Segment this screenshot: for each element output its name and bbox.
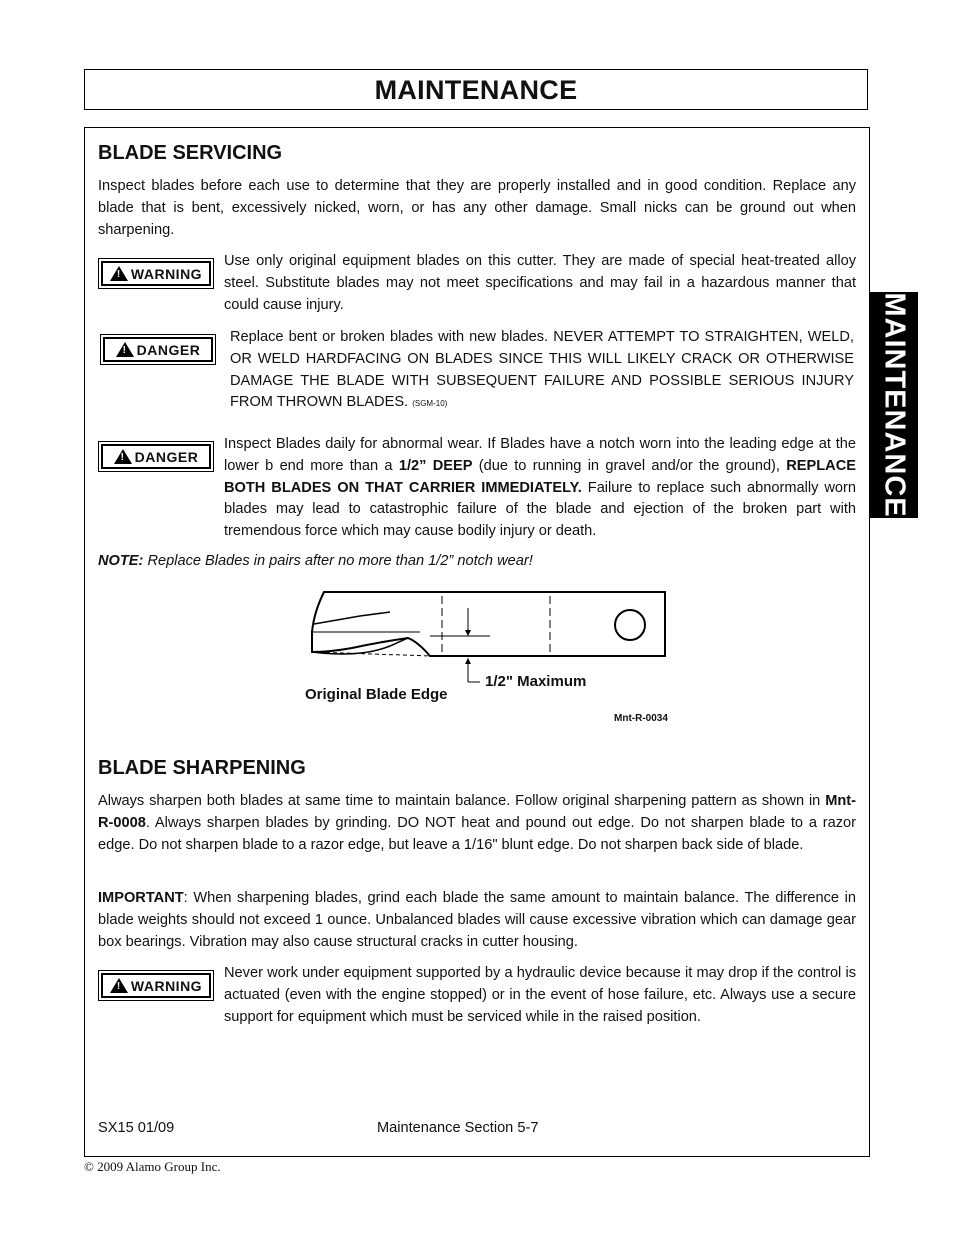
danger-text-2-c: (due to running in gravel and/or the ground),	[472, 457, 787, 474]
note-text: Replace Blades in pairs after no more than 1/2” notch wear!	[143, 553, 533, 569]
danger-text-2-d: REPLACE BOTH BLADES ON THAT CARRIER IMMEDIATELY.	[224, 457, 856, 496]
side-tab-label: MAINTENANCE	[878, 292, 911, 518]
important-label: IMPORTANT	[98, 890, 184, 906]
warning-triangle-icon: !	[110, 266, 128, 281]
diagram-label-edge: Original Blade Edge	[305, 686, 448, 703]
sharpening-p1-ref: Mnt-R-0008	[98, 793, 856, 831]
warning-triangle-icon: !	[110, 978, 128, 993]
danger-text-2-a: Inspect Blades daily for abnormal wear. If Blades have a notch worn into the leading edge at the lower b end more than a	[224, 436, 856, 474]
danger-text-2	[224, 434, 856, 543]
note-label: NOTE:	[98, 553, 144, 569]
page-header	[84, 69, 868, 110]
servicing-intro: Inspect blades before each use to determine that they are properly installed and in good condition. Replace any blade that is bent, excessively nicked, worn, or has any other damage. Small nicks can be ground out when sharpening.	[98, 178, 856, 238]
diagram-label-max: 1/2" Maximum	[485, 673, 587, 690]
danger-sign-2	[98, 441, 214, 472]
footer-section: Maintenance Section 5-7	[377, 1120, 539, 1136]
danger-text-2-b: 1/2” DEEP	[398, 457, 473, 474]
danger-triangle-icon: !	[116, 342, 134, 357]
danger-text-1	[230, 327, 854, 415]
sharpening-paragraph-1	[98, 791, 856, 856]
footer-model: SX15 01/09	[98, 1120, 175, 1136]
danger-sign	[100, 334, 216, 365]
warning-text-2: Never work under equipment supported by a hydraulic device because it may drop if the control is actuated (even with the engine stopped) or in the event of hose failure, etc. Always use a secure support for equipment which must be serviced while in the raised position.	[224, 965, 856, 1025]
warning-sign-2	[98, 970, 214, 1001]
note	[98, 553, 533, 569]
danger-text-2-e: Failure to replace such abnormally worn blades may lead to catastrophic failure of the blade and ejection of the broken part with tremendous force which may cause bodily injury or death.	[224, 479, 856, 540]
section-title-blade-servicing: BLADE SERVICING	[98, 142, 283, 164]
sharpening-p1-c: . Always sharpen blades by grinding. DO NOT heat and pound out edge. Do not sharpen blade to a razor edge. Do not sharpen blade to a razor edge, but leave a 1/16" blunt edge. Do not sharpen back side of blade.	[98, 814, 856, 853]
danger-sign-label: DANGER	[136, 341, 201, 358]
sharpening-paragraph-2	[98, 888, 856, 953]
danger-sign-label: DANGER	[134, 448, 199, 465]
danger-text-1-body: Replace bent or broken blades with new blades. NEVER ATTEMPT TO STRAIGHTEN, WELD, OR WELD HARDFACING ON BLADES SINCE THIS WILL LIKELY CRACK OR OTHERWISE DAMAGE THE BLADE WITH SUBSEQUENT FAILURE AND POSSIBLE SERIOUS INJURY FROM THROWN BLADES.	[230, 329, 854, 411]
warning-sign	[98, 258, 214, 289]
side-tab	[870, 292, 918, 518]
danger-triangle-icon: !	[114, 449, 132, 464]
diagram-code: Mnt-R-0034	[614, 713, 668, 724]
warning-sign-label: WARNING	[130, 977, 203, 994]
section-title-blade-sharpening: BLADE SHARPENING	[98, 757, 306, 779]
danger-code: (SGM-10)	[412, 399, 448, 409]
warning-sign-label: WARNING	[130, 265, 203, 282]
sharpening-p2-text: : When sharpening blades, grind each blade the same amount to maintain balance. The difference in blade weights should not exceed 1 ounce. Unbalanced blades will cause excessive vibration which can damage gear box bearings. Vibration may also cause structural cracks in cutter housing.	[98, 890, 856, 950]
sharpening-p1-a: Always sharpen both blades at same time to maintain balance. Follow original sharpening pattern as shown in	[98, 793, 826, 809]
page-title: MAINTENANCE	[374, 75, 578, 105]
warning-text-1: Use only original equipment blades on this cutter. They are made of special heat-treated alloy steel. Substitute blades may not meet specifications and may fail in a hazardous manner that could cause injury.	[224, 253, 856, 313]
copyright: © 2009 Alamo Group Inc.	[84, 1159, 221, 1174]
